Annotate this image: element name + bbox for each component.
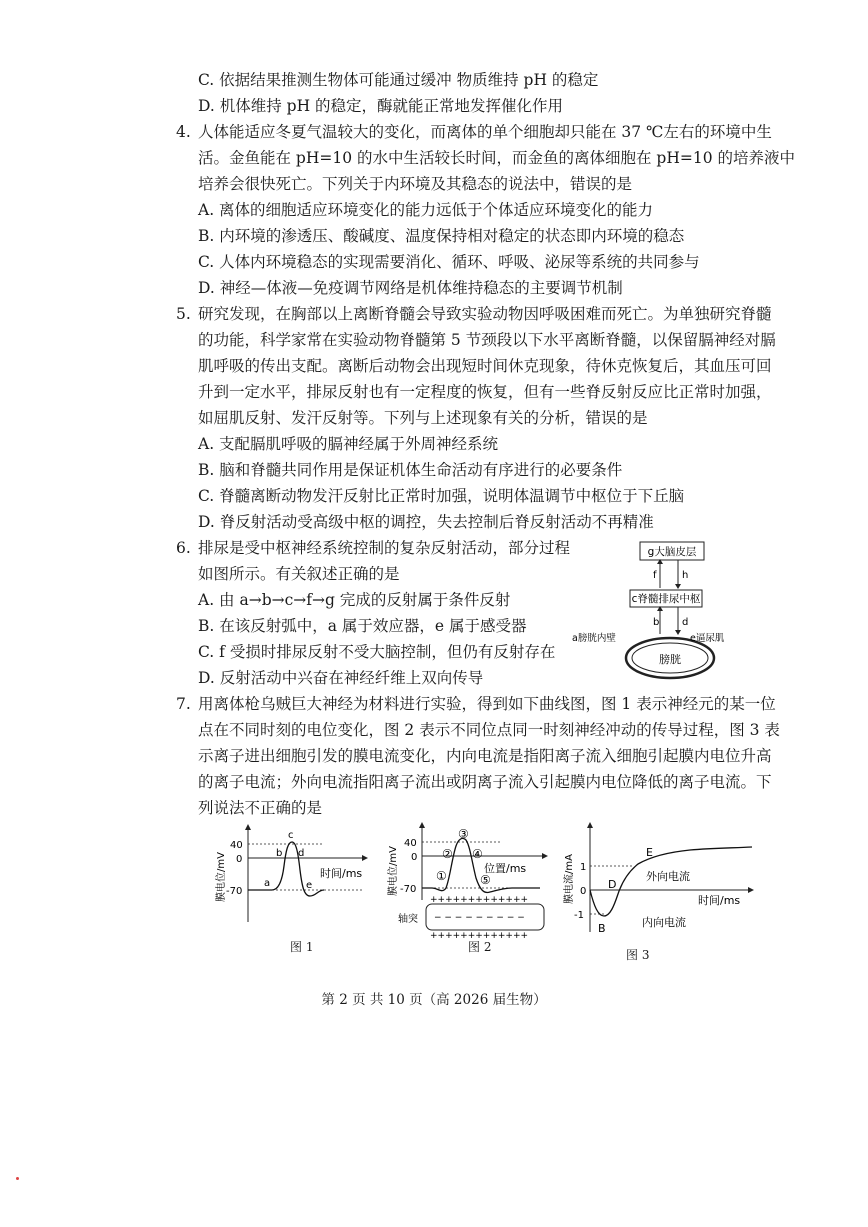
efferent-d-arrow bbox=[675, 630, 681, 635]
fig3-tick-minus1: -1 bbox=[574, 910, 584, 921]
fig3-tick-1: 1 bbox=[580, 862, 587, 873]
fig1-xlabel: 时间/ms bbox=[320, 867, 363, 880]
cortex-label: g大脑皮层 bbox=[647, 546, 697, 558]
fig1-point-e: e bbox=[306, 880, 313, 891]
q4-option-d: D. 神经—体液—免疫调节网络是机体维持稳态的主要调节机制 bbox=[198, 279, 623, 297]
q3-option-d: D. 机体维持 pH 的稳定，酶就能正常地发挥催化作用 bbox=[198, 97, 564, 115]
fig3-xlabel: 时间/ms bbox=[698, 894, 741, 907]
fig2-tick-0: 0 bbox=[411, 852, 418, 863]
q6-option-d: D. 反射活动中兴奋在神经纤维上双向传导 bbox=[198, 669, 484, 687]
figure-2 bbox=[380, 822, 555, 941]
q5-stem-2: 的功能，科学家常在实验动物脊髓第 5 节颈段以下水平离断脊髓，以保留膈神经对膈 bbox=[198, 331, 776, 349]
fig1-y-arrow bbox=[245, 824, 251, 830]
figure-1 bbox=[212, 822, 372, 957]
fig2-ylabel: 膜电位/mV bbox=[388, 846, 399, 896]
fig1-point-d: d bbox=[298, 848, 305, 859]
fig1-point-c: c bbox=[288, 830, 294, 841]
q5-stem-4: 升到一定水平，排尿反射也有一定程度的恢复，但有一些脊反射反应比正常时加强， bbox=[198, 383, 772, 401]
figure-1-svg bbox=[212, 822, 372, 932]
q4-option-a: A. 离体的细胞适应环境变化的能力远低于个体适应环境变化的能力 bbox=[198, 201, 654, 219]
spinal-center-label: c脊髓排尿中枢 bbox=[631, 593, 701, 605]
q5-stem-5: 如屈肌反射、发汗反射等。下列与上述现象有关的分析，错误的是 bbox=[198, 409, 648, 427]
fig3-outward-label: 外向电流 bbox=[646, 870, 690, 883]
figure-3 bbox=[562, 822, 762, 942]
q5-option-b: B. 脑和脊髓共同作用是保证机体生命活动有序进行的必要条件 bbox=[198, 461, 623, 479]
q4-option-c: C. 人体内环境稳态的实现需要消化、循环、呼吸、泌尿等系统的共同参与 bbox=[198, 253, 700, 271]
fig2-point-5: ⑤ bbox=[480, 873, 491, 887]
fig2-tick-40: 40 bbox=[404, 838, 417, 849]
figure-1-caption: 图 1 bbox=[290, 940, 314, 954]
fig1-tick-40: 40 bbox=[230, 840, 243, 851]
fig3-ylabel: 膜电流/mA bbox=[564, 854, 575, 904]
q5-number: 5. bbox=[176, 305, 191, 323]
q7-number: 7. bbox=[176, 695, 191, 713]
fig2-plus-bottom: +++++++++++++ bbox=[430, 931, 529, 941]
q7-stem-1: 用离体枪乌贼巨大神经为材料进行实验，得到如下曲线图，图 1 表示神经元的某一位 bbox=[198, 695, 776, 713]
reflex-arc-svg bbox=[570, 538, 725, 698]
fig1-tick-70: -70 bbox=[226, 886, 243, 897]
fig3-x-arrow bbox=[748, 887, 754, 893]
q4-option-b: B. 内环境的渗透压、酸碱度、温度保持相对稳定的状态即内环境的稳态 bbox=[198, 227, 685, 245]
fig2-axon-label: 轴突 bbox=[398, 914, 418, 925]
q7-stem-3: 示离子进出细胞引发的膜电流变化，内向电流是指阳离子流入细胞引起膜内电位升高 bbox=[198, 747, 772, 765]
q6-number: 6. bbox=[176, 539, 191, 557]
q7-stem-5: 列说法不正确的是 bbox=[198, 799, 323, 817]
q6-option-b: B. 在该反射弧中，a 属于效应器，e 属于感受器 bbox=[198, 617, 527, 635]
fig3-point-d: D bbox=[608, 878, 617, 891]
figure-3-svg bbox=[562, 822, 762, 942]
fig1-x-arrow bbox=[362, 855, 368, 861]
q4-stem-2: 活。金鱼能在 pH=10 的水中生活较长时间，而金鱼的离体细胞在 pH=10 的培养液中 bbox=[198, 149, 796, 167]
q5-option-c: C. 脊髓离断动物发汗反射比正常时加强，说明体温调节中枢位于下丘脑 bbox=[198, 487, 685, 505]
q6-stem-1: 排尿是受中枢神经系统控制的复杂反射活动，部分过程 bbox=[198, 539, 571, 557]
fig3-point-b: B bbox=[598, 922, 606, 935]
fig3-point-e: E bbox=[646, 846, 653, 859]
q4-number: 4. bbox=[176, 123, 191, 141]
label-a: a膀胱内壁 bbox=[572, 633, 616, 644]
q7-stem-2: 点在不同时刻的电位变化，图 2 表示不同位点同一时刻神经冲动的传导过程，图 3 表 bbox=[198, 721, 780, 739]
label-f: f bbox=[653, 570, 657, 581]
q4-stem-3: 培养会很快死亡。下列关于内环境及其稳态的说法中，错误的是 bbox=[198, 175, 633, 193]
q6-stem-2: 如图所示。有关叙述正确的是 bbox=[198, 565, 400, 583]
q5-option-d: D. 脊反射活动受高级中枢的调控，失去控制后脊反射活动不再精准 bbox=[198, 513, 654, 531]
fig1-action-potential-curve bbox=[248, 842, 324, 896]
fig1-tick-0: 0 bbox=[236, 854, 243, 865]
bladder-label: 膀胱 bbox=[659, 653, 681, 666]
label-h: h bbox=[682, 570, 689, 581]
tract-h-arrow bbox=[675, 584, 681, 589]
q6-option-a: A. 由 a→b→c→f→g 完成的反射属于条件反射 bbox=[198, 591, 511, 609]
fig1-point-b: b bbox=[276, 848, 283, 859]
fig2-minus-inner: − − − − − − − − − bbox=[434, 913, 525, 923]
figure-2-caption: 图 2 bbox=[468, 940, 492, 954]
scan-speck bbox=[16, 1177, 19, 1180]
fig3-y-arrow bbox=[587, 822, 593, 828]
reflex-arc-diagram bbox=[570, 538, 725, 698]
fig1-point-a: a bbox=[264, 878, 271, 889]
q3-option-c: C. 依据结果推测生物体可能通过缓冲 物质维持 pH 的稳定 bbox=[198, 71, 599, 89]
q5-stem-1: 研究发现，在胸部以上离断脊髓会导致实验动物因呼吸困难而死亡。为单独研究脊髓 bbox=[198, 305, 772, 323]
q4-stem-1: 人体能适应冬夏气温较大的变化，而离体的单个细胞却只能在 37 ℃左右的环境中生 bbox=[198, 123, 772, 141]
fig2-y-arrow bbox=[419, 822, 425, 828]
fig2-point-1: ① bbox=[436, 869, 447, 883]
label-b: b bbox=[653, 617, 660, 628]
figure-2-svg bbox=[380, 822, 555, 941]
q7-stem-4: 的离子电流；外向电流指阳离子流出或阴离子流入引起膜内电位降低的离子电流。下 bbox=[198, 773, 772, 791]
fig2-plus-top: +++++++++++++ bbox=[430, 895, 529, 905]
fig3-inward-label: 内向电流 bbox=[642, 916, 686, 929]
q5-stem-3: 肌呼吸的传出支配。离断后动物会出现短时间休克现象，待休克恢复后，其血压可回 bbox=[198, 357, 772, 375]
label-e: e逼尿肌 bbox=[690, 633, 725, 644]
label-d: d bbox=[682, 617, 689, 628]
fig2-xlabel: 位置/ms bbox=[484, 862, 527, 875]
figure-3-caption: 图 3 bbox=[626, 948, 650, 962]
fig2-point-2: ② bbox=[442, 847, 453, 861]
fig1-ylabel: 膜电位/mV bbox=[216, 852, 227, 902]
q6-option-c: C. f 受损时排尿反射不受大脑控制，但仍有反射存在 bbox=[198, 643, 556, 661]
fig2-point-4: ④ bbox=[472, 847, 483, 861]
fig2-tick-70: -70 bbox=[400, 884, 417, 895]
fig3-tick-0: 0 bbox=[580, 886, 587, 897]
q5-option-a: A. 支配膈肌呼吸的膈神经属于外周神经系统 bbox=[198, 435, 499, 453]
fig2-point-3: ③ bbox=[458, 827, 469, 841]
page-footer: 第 2 页 共 10 页（高 2026 届生物） bbox=[321, 992, 547, 1008]
fig2-x-arrow bbox=[542, 853, 548, 859]
